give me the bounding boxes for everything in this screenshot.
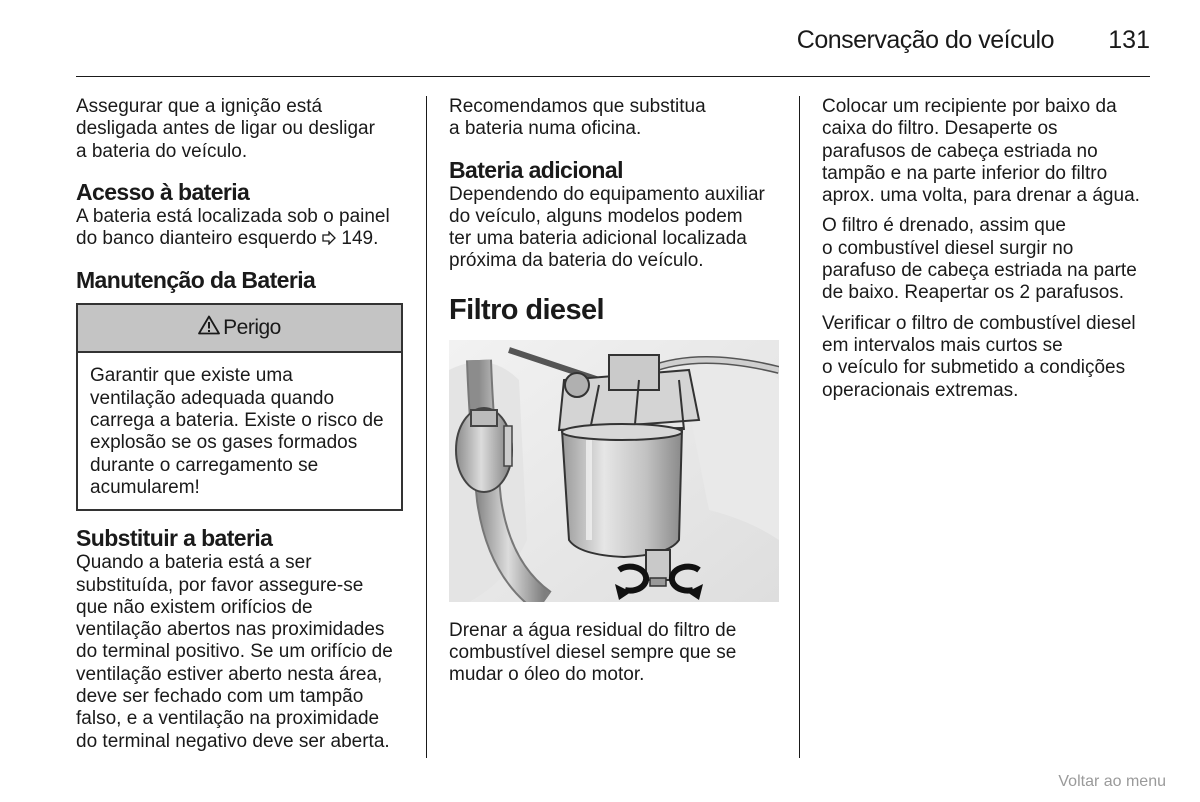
diesel-filter-illustration xyxy=(449,340,779,602)
page-ref-number[interactable]: 149. xyxy=(341,228,379,250)
drain-complete-text: O filtro é drenado, assim que o combustível diesel surgir no parafuso de cabeça estriada na parte de baixo. Reapertar os 2 parafusos. xyxy=(822,215,1137,304)
aux-battery-text: Dependendo do equipamento auxiliar do veículo, alguns modelos podem ter uma bateria adicional localizada próxima da bateria do veículo. xyxy=(449,183,765,272)
page-ref-arrow-icon xyxy=(322,228,336,249)
recommend-text: Recomendamos que substitua a bateria numa oficina. xyxy=(449,96,706,140)
column-divider-2 xyxy=(799,96,800,758)
column-1 xyxy=(76,96,406,753)
warning-label: Perigo xyxy=(223,316,281,340)
intro-text: Assegurar que a ignição está desligada antes de ligar ou desligar a bateria do veículo. xyxy=(76,96,375,162)
access-heading: Acesso à bateria xyxy=(76,178,250,205)
access-text: A bateria está localizada sob o painel do banco dianteiro esquerdo 149. xyxy=(76,205,390,250)
column-3 xyxy=(822,96,1162,402)
column-divider-1 xyxy=(426,96,427,758)
column-2 xyxy=(449,96,783,687)
warning-body xyxy=(78,353,401,509)
drain-instructions: Colocar um recipiente por baixo da caixa do filtro. Desaperte os parafusos de cabeça estriada no tampão e na parte inferior do filtro aprox. uma volta, para drenar a água. xyxy=(822,96,1140,207)
danger-warning-box xyxy=(76,303,403,511)
aux-battery-heading: Bateria adicional xyxy=(449,156,623,183)
replace-heading: Substituir a bateria xyxy=(76,525,273,552)
warning-text: Garantir que existe uma ventilação adequada quando carrega a bateria. Existe o risco de explosão se os gases formados durante o carregamento se acumularem! xyxy=(90,365,384,498)
replace-text: Quando a bateria está a ser substituída, por favor assegure-se que não existem orifícios de ventilação abertos nas proximidades do terminal positivo. Se um orifício de ventilação estiver aberto nesta área, deve ser fechado com um tampão falso, e a ventilação na proximidade do terminal negativo deve ser aberta. xyxy=(76,552,393,752)
warning-triangle-icon xyxy=(198,315,223,341)
check-interval-text: Verificar o filtro de combustível diesel em intervalos mais curtos se o veículo for submetido a condições operacionais extremas. xyxy=(822,312,1136,401)
page-header xyxy=(76,22,1150,77)
diesel-filter-heading: Filtro diesel xyxy=(449,293,604,326)
warning-header xyxy=(78,305,401,353)
maintenance-heading: Manutenção da Bateria xyxy=(76,267,316,294)
section-title: Conservação do veículo xyxy=(796,26,1054,54)
illustration-caption: Drenar a água residual do filtro de combustível diesel sempre que se mudar o óleo do motor. xyxy=(449,619,737,686)
page-number: 131 xyxy=(1108,26,1150,54)
back-to-menu-link[interactable]: Voltar ao menu xyxy=(1058,773,1166,790)
